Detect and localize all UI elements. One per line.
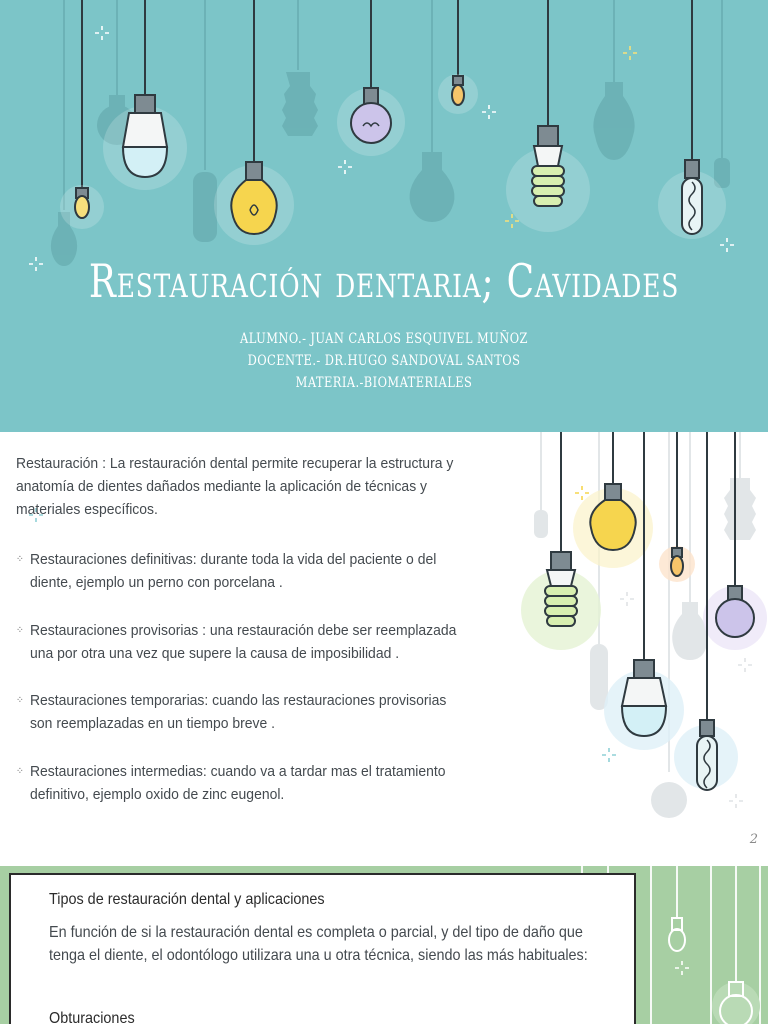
small-yellow-bulb-icon xyxy=(75,188,89,218)
sparkle-icons xyxy=(675,961,689,975)
spiral-bulb-icon xyxy=(532,126,564,206)
list-item: ⁘ Restauraciones temporarias: cuando las restauraciones provisorias son reemplazadas en un tiempo breve . xyxy=(16,689,472,735)
section-body: En función de si la restauración dental es completa o parcial, y del tipo de daño que tenga el diente, el odontólogo utilizara una u otra técnica, siendo las más habituales: xyxy=(49,924,588,964)
list-item: ⁘ Restauraciones provisorias : una restauración debe ser reemplazada una por otra una vez que supere la causa de imposibilidad . xyxy=(16,619,472,665)
list-item: ⁘ Restauraciones intermedias: cuando va a tardar mas el tratamiento definitivo, ejemplo oxido de zinc eugenol. xyxy=(16,760,472,806)
restoration-definition: Restauración : La restauración dental permite recuperar la estructura y anatomía de dientes dañados mediante la aplicación de técnicas y materiales específicos. xyxy=(16,455,454,518)
led-bulb-icon xyxy=(622,660,666,736)
bullet-icon: ⁘ xyxy=(16,554,24,565)
outline-bulb-icon xyxy=(712,982,760,1024)
tiny-orange-bulb-icon xyxy=(671,548,683,576)
tiny-orange-bulb-icon xyxy=(452,76,464,105)
section-heading: Tipos de restauración dental y aplicaciones xyxy=(49,891,325,908)
title-slide xyxy=(0,0,768,432)
subsection-heading: Obturaciones xyxy=(49,1010,135,1024)
led-bulb-icon xyxy=(123,95,167,177)
spiral-bulb-icon xyxy=(545,552,577,626)
subject-name: MATERIA.-BIOMATERIALES xyxy=(295,375,473,391)
outline-bulb-icon xyxy=(669,918,685,951)
tube-bulb-icon xyxy=(697,720,717,790)
content-box xyxy=(9,873,636,1024)
bullet-icon: ⁘ xyxy=(16,695,24,706)
page-number: 2 xyxy=(749,832,758,847)
bullet-icon: ⁘ xyxy=(16,766,24,777)
list-item: ⁘ Restauraciones definitivas: durante toda la vida del paciente o del diente, ejemplo un perno con porcelana . xyxy=(16,548,472,594)
tube-bulb-icon xyxy=(682,160,702,234)
presentation-title: Restauración dentaria; Cavidades xyxy=(88,254,680,308)
types-slide xyxy=(0,866,768,1024)
bullet-icon: ⁘ xyxy=(16,625,24,636)
student-name: ALUMNO.- JUAN CARLOS ESQUIVEL MUÑOZ xyxy=(240,331,528,347)
definition-slide xyxy=(0,432,768,860)
teacher-name: DOCENTE.- DR.HUGO SANDOVAL SANTOS xyxy=(247,353,521,369)
